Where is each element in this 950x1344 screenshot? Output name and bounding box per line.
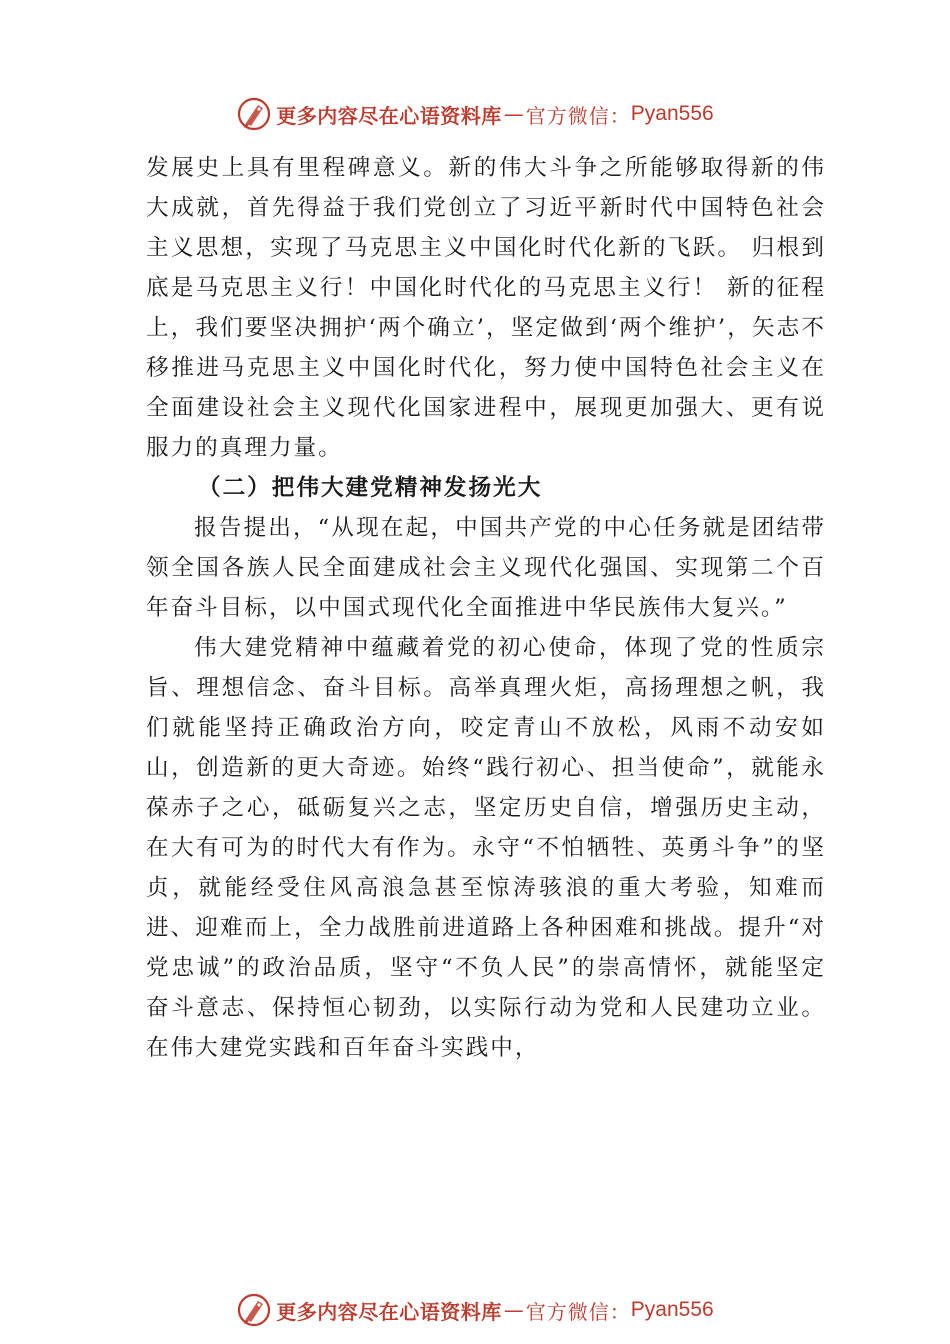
document-body xyxy=(146,148,826,1068)
footer-watermark xyxy=(0,1290,950,1330)
pen-nib-logo-icon xyxy=(236,96,272,132)
section-heading: （二）把伟大建党精神发扬光大 xyxy=(198,475,543,501)
watermark-wechat-id: Pyan556 xyxy=(630,1298,714,1321)
header-watermark xyxy=(0,94,950,134)
paragraph-2: 报告提出，“从现在起，中国共产党的中心任务就是团结带领全国各族人民全面建成社会主义现代化强国、实现第二个百年奋斗目标，以中国式现代化全面推进中华民族伟大复兴。” xyxy=(146,515,826,621)
pen-nib-logo-icon xyxy=(236,1292,272,1328)
paragraph-3: 伟大建党精神中蕴藏着党的初心使命，体现了党的性质宗旨、理想信念、奋斗目标。高举真理火炬，高扬理想之帆，我们就能坚持正确政治方向，咬定青山不放松，风雨不动安如山，创造新的更大奇迹。始终“践行初心、担当使命”，就能永葆赤子之心，砥砺复兴之志，坚定历史自信，增强历史主动，在大有可为的时代大有作为。永守“不怕牺牲、英勇斗争”的坚贞，就能经受住风高浪急甚至惊涛骇浪的重大考验，知难而进、迎难而上，全力战胜前进道路上各种困难和挑战。提升“对党忠诚”的政治品质，坚守“不负人民”的崇高情怀，就能坚定奋斗意志、保持恒心韧劲，以实际行动为党和人民建功立业。在伟大建党实践和百年奋斗实践中， xyxy=(146,635,826,1061)
watermark-brand: 更多内容尽在心语资料库 xyxy=(276,103,502,128)
watermark-label: 官方微信： xyxy=(525,1299,631,1324)
watermark-brand: 更多内容尽在心语资料库 xyxy=(276,1299,502,1324)
watermark-separator: — xyxy=(503,102,524,126)
watermark-label: 官方微信： xyxy=(525,103,631,128)
watermark-wechat-id: Pyan556 xyxy=(630,102,714,125)
paragraph-1: 发展史上具有里程碑意义。新的伟大斗争之所能够取得新的伟大成就，首先得益于我们党创立了习近平新时代中国特色社会主义思想，实现了马克思主义中国化时代化新的飞跃。 归根到底是马克思主义行！中国化时代化的马克思主义行！ 新的征程上，我们要坚决拥护‘两个确立’，坚定做到‘两个维护’，矢志不移推进马克思主义中国化时代化，努力使中国特色社会主义在全面建设社会主义现代化国家进程中，展现更加强大、更有说服力的真理力量。 xyxy=(146,155,826,461)
watermark-separator: — xyxy=(503,1298,524,1322)
